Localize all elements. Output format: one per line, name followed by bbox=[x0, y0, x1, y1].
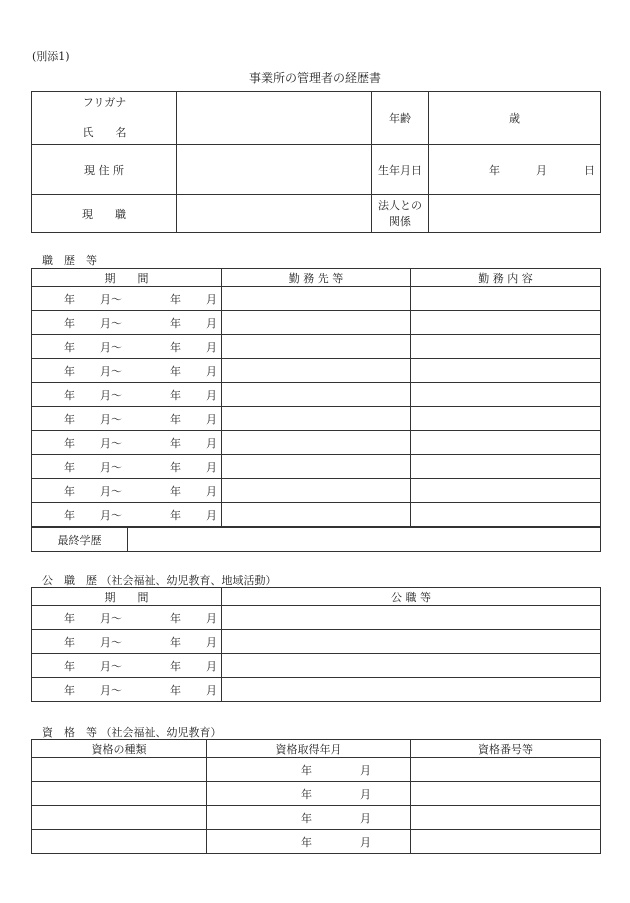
end-month-unit: 月 bbox=[206, 508, 217, 522]
period-cell[interactable] bbox=[32, 335, 222, 359]
end-year-unit: 年 bbox=[170, 292, 181, 306]
qual-date-field[interactable] bbox=[207, 758, 411, 782]
start-year-unit: 年 bbox=[64, 388, 75, 402]
public-duty-field[interactable] bbox=[222, 654, 601, 678]
duties-field[interactable] bbox=[411, 503, 601, 527]
education-table bbox=[31, 527, 601, 552]
duties-field[interactable] bbox=[411, 359, 601, 383]
end-month-unit: 月 bbox=[206, 340, 217, 354]
employer-field[interactable] bbox=[222, 311, 411, 335]
job-field[interactable] bbox=[177, 195, 372, 233]
name-field[interactable] bbox=[177, 92, 372, 145]
start-year-unit: 年 bbox=[64, 364, 75, 378]
start-month-unit: 月～ bbox=[100, 484, 122, 498]
public-col-duty: 公 職 等 bbox=[222, 588, 601, 606]
end-month-unit: 月 bbox=[206, 388, 217, 402]
end-year-unit: 年 bbox=[170, 364, 181, 378]
end-year-unit: 年 bbox=[170, 611, 181, 625]
start-month-unit: 月～ bbox=[100, 659, 122, 673]
public-duty-row bbox=[32, 606, 601, 630]
relation-label-line2: 関係 bbox=[389, 214, 411, 228]
career-row bbox=[32, 359, 601, 383]
duties-field[interactable] bbox=[411, 455, 601, 479]
start-year-unit: 年 bbox=[64, 436, 75, 450]
end-month-unit: 月 bbox=[206, 412, 217, 426]
education-field[interactable] bbox=[128, 528, 601, 552]
career-row bbox=[32, 479, 601, 503]
end-year-unit: 年 bbox=[170, 508, 181, 522]
address-label: 現 住 所 bbox=[32, 145, 177, 195]
start-month-unit: 月～ bbox=[100, 340, 122, 354]
public-duty-row bbox=[32, 654, 601, 678]
employer-field[interactable] bbox=[222, 431, 411, 455]
employer-field[interactable] bbox=[222, 359, 411, 383]
period-cell[interactable] bbox=[32, 630, 222, 654]
start-year-unit: 年 bbox=[64, 484, 75, 498]
employer-field[interactable] bbox=[222, 455, 411, 479]
qual-number-field[interactable] bbox=[411, 782, 601, 806]
qual-col-number: 資格番号等 bbox=[411, 740, 601, 758]
start-month-unit: 月～ bbox=[100, 635, 122, 649]
age-field[interactable] bbox=[429, 92, 601, 145]
duties-field[interactable] bbox=[411, 407, 601, 431]
qual-year-unit: 年 bbox=[301, 763, 312, 777]
end-month-unit: 月 bbox=[206, 364, 217, 378]
employer-field[interactable] bbox=[222, 503, 411, 527]
birth-year-unit: 年 bbox=[489, 164, 500, 177]
end-year-unit: 年 bbox=[170, 436, 181, 450]
end-month-unit: 月 bbox=[206, 484, 217, 498]
qual-col-date: 資格取得年月 bbox=[207, 740, 411, 758]
end-month-unit: 月 bbox=[206, 436, 217, 450]
career-row bbox=[32, 503, 601, 527]
age-unit: 歳 bbox=[509, 112, 520, 125]
name-label: 氏 名 bbox=[82, 126, 127, 139]
end-year-unit: 年 bbox=[170, 316, 181, 330]
start-year-unit: 年 bbox=[64, 316, 75, 330]
start-month-unit: 月～ bbox=[100, 460, 122, 474]
duties-field[interactable] bbox=[411, 479, 601, 503]
document-title: 事業所の管理者の経歴書 bbox=[248, 71, 381, 85]
end-month-unit: 月 bbox=[206, 611, 217, 625]
period-cell[interactable] bbox=[32, 311, 222, 335]
start-year-unit: 年 bbox=[64, 611, 75, 625]
public-duty-row bbox=[32, 630, 601, 654]
start-month-unit: 月～ bbox=[100, 683, 122, 697]
end-year-unit: 年 bbox=[170, 340, 181, 354]
start-year-unit: 年 bbox=[64, 635, 75, 649]
employer-field[interactable] bbox=[222, 479, 411, 503]
career-row bbox=[32, 311, 601, 335]
career-col-period: 期 間 bbox=[32, 269, 222, 287]
qual-type-field[interactable] bbox=[32, 806, 207, 830]
furigana-label: フリガナ bbox=[82, 96, 127, 109]
career-row bbox=[32, 335, 601, 359]
employer-field[interactable] bbox=[222, 383, 411, 407]
public-duty-field[interactable] bbox=[222, 678, 601, 702]
birth-month-unit: 月 bbox=[536, 164, 547, 177]
age-label: 年齢 bbox=[372, 92, 429, 145]
public-duty-heading: 公 職 歴 （社会福祉、幼児教育、地域活動） bbox=[42, 574, 277, 587]
period-cell[interactable] bbox=[32, 503, 222, 527]
address-field[interactable] bbox=[177, 145, 372, 195]
public-duty-field[interactable] bbox=[222, 630, 601, 654]
end-month-unit: 月 bbox=[206, 292, 217, 306]
start-month-unit: 月～ bbox=[100, 436, 122, 450]
period-cell[interactable] bbox=[32, 654, 222, 678]
duties-field[interactable] bbox=[411, 335, 601, 359]
qualification-row bbox=[32, 830, 601, 854]
qualification-row bbox=[32, 806, 601, 830]
career-row bbox=[32, 407, 601, 431]
career-row bbox=[32, 383, 601, 407]
end-year-unit: 年 bbox=[170, 683, 181, 697]
end-month-unit: 月 bbox=[206, 683, 217, 697]
career-heading: 職 歴 等 bbox=[42, 254, 97, 267]
end-month-unit: 月 bbox=[206, 316, 217, 330]
start-month-unit: 月～ bbox=[100, 292, 122, 306]
public-duty-field[interactable] bbox=[222, 606, 601, 630]
relation-field[interactable] bbox=[429, 195, 601, 233]
career-col-duties: 勤 務 内 容 bbox=[411, 269, 601, 287]
public-duty-table bbox=[31, 587, 601, 702]
qual-month-unit: 月 bbox=[360, 787, 371, 801]
name-label-cell bbox=[32, 92, 177, 145]
start-year-unit: 年 bbox=[64, 412, 75, 426]
start-year-unit: 年 bbox=[64, 683, 75, 697]
duties-field[interactable] bbox=[411, 383, 601, 407]
qual-year-unit: 年 bbox=[301, 811, 312, 825]
start-year-unit: 年 bbox=[64, 659, 75, 673]
qual-month-unit: 月 bbox=[360, 763, 371, 777]
qual-number-field[interactable] bbox=[411, 830, 601, 854]
employer-field[interactable] bbox=[222, 335, 411, 359]
qual-type-field[interactable] bbox=[32, 782, 207, 806]
qualification-row bbox=[32, 758, 601, 782]
appendix-label: (別添1) bbox=[32, 50, 70, 63]
education-label: 最終学歴 bbox=[32, 528, 128, 552]
end-month-unit: 月 bbox=[206, 460, 217, 474]
start-month-unit: 月～ bbox=[100, 388, 122, 402]
qual-date-field[interactable] bbox=[207, 782, 411, 806]
birthdate-field[interactable] bbox=[429, 145, 601, 195]
end-year-unit: 年 bbox=[170, 484, 181, 498]
period-cell[interactable] bbox=[32, 383, 222, 407]
qual-month-unit: 月 bbox=[360, 835, 371, 849]
end-month-unit: 月 bbox=[206, 659, 217, 673]
qualifications-heading: 資 格 等 （社会福祉、幼児教育） bbox=[42, 726, 222, 739]
qualifications-table bbox=[31, 739, 601, 854]
end-year-unit: 年 bbox=[170, 388, 181, 402]
duties-field[interactable] bbox=[411, 431, 601, 455]
career-col-employer: 勤 務 先 等 bbox=[222, 269, 411, 287]
public-col-period: 期 間 bbox=[32, 588, 222, 606]
start-year-unit: 年 bbox=[64, 460, 75, 474]
relation-label-line1: 法人との bbox=[378, 198, 422, 212]
qual-date-field[interactable] bbox=[207, 806, 411, 830]
end-year-unit: 年 bbox=[170, 460, 181, 474]
start-month-unit: 月～ bbox=[100, 412, 122, 426]
end-year-unit: 年 bbox=[170, 659, 181, 673]
career-row bbox=[32, 431, 601, 455]
start-month-unit: 月～ bbox=[100, 316, 122, 330]
period-cell[interactable] bbox=[32, 606, 222, 630]
qual-date-field[interactable] bbox=[207, 830, 411, 854]
qual-year-unit: 年 bbox=[301, 835, 312, 849]
end-year-unit: 年 bbox=[170, 635, 181, 649]
qual-number-field[interactable] bbox=[411, 806, 601, 830]
period-cell[interactable] bbox=[32, 455, 222, 479]
qual-month-unit: 月 bbox=[360, 811, 371, 825]
start-month-unit: 月～ bbox=[100, 611, 122, 625]
qualification-row bbox=[32, 782, 601, 806]
employer-field[interactable] bbox=[222, 407, 411, 431]
qual-year-unit: 年 bbox=[301, 787, 312, 801]
qual-type-field[interactable] bbox=[32, 758, 207, 782]
duties-field[interactable] bbox=[411, 311, 601, 335]
qual-number-field[interactable] bbox=[411, 758, 601, 782]
qual-type-field[interactable] bbox=[32, 830, 207, 854]
period-cell[interactable] bbox=[32, 287, 222, 311]
job-label: 現 職 bbox=[32, 195, 177, 233]
start-year-unit: 年 bbox=[64, 508, 75, 522]
duties-field[interactable] bbox=[411, 287, 601, 311]
personal-info-table bbox=[31, 91, 601, 233]
relation-label bbox=[372, 195, 429, 233]
period-cell[interactable] bbox=[32, 407, 222, 431]
birthdate-label: 生年月日 bbox=[372, 145, 429, 195]
end-month-unit: 月 bbox=[206, 635, 217, 649]
career-row bbox=[32, 455, 601, 479]
career-table bbox=[31, 268, 601, 527]
qual-col-type: 資格の種類 bbox=[32, 740, 207, 758]
start-year-unit: 年 bbox=[64, 292, 75, 306]
period-cell[interactable] bbox=[32, 678, 222, 702]
start-month-unit: 月～ bbox=[100, 364, 122, 378]
public-duty-row bbox=[32, 678, 601, 702]
end-year-unit: 年 bbox=[170, 412, 181, 426]
period-cell[interactable] bbox=[32, 359, 222, 383]
birth-day-unit: 日 bbox=[584, 164, 595, 177]
employer-field[interactable] bbox=[222, 287, 411, 311]
start-month-unit: 月～ bbox=[100, 508, 122, 522]
start-year-unit: 年 bbox=[64, 340, 75, 354]
period-cell[interactable] bbox=[32, 479, 222, 503]
career-row bbox=[32, 287, 601, 311]
period-cell[interactable] bbox=[32, 431, 222, 455]
